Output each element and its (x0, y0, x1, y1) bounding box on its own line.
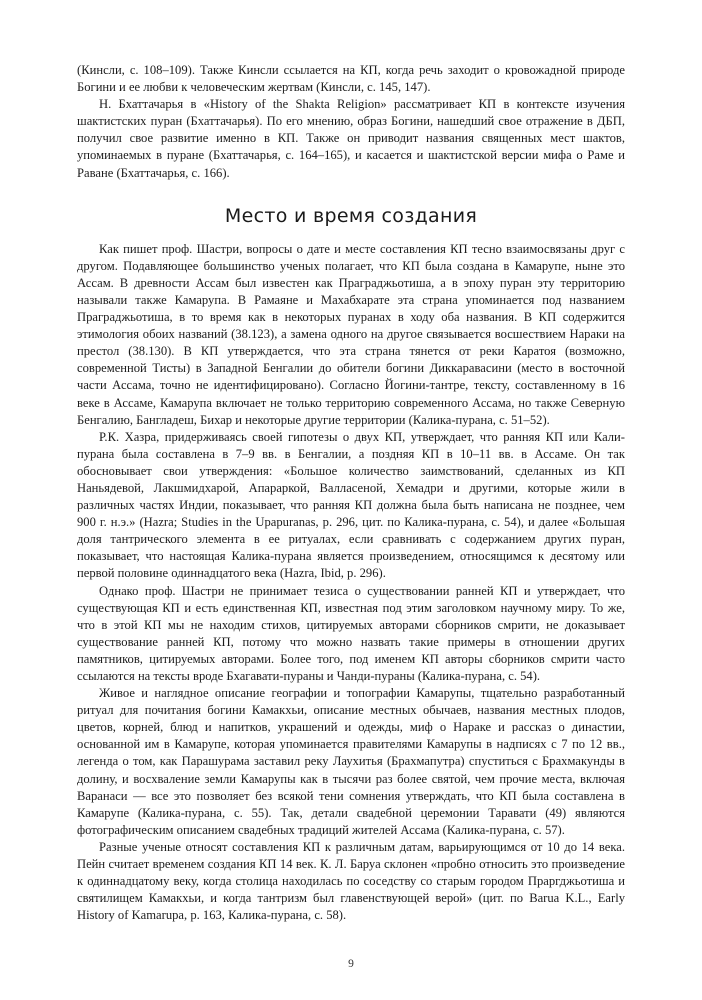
page-number: 9 (348, 958, 354, 970)
paragraph-kinsley-continuation: (Кинсли, с. 108–109). Также Кинсли ссылается на КП, когда речь заходит о кровожадной природе Богини и ее любви к человеческим жертвам (Кинсли, с. 145, 147). (77, 63, 625, 95)
paragraph-shastri-rejects: Однако проф. Шастри не принимает тезиса о существовании ранней КП и утверждает, что существующая КП и есть единственная КП, известная под этим заголовком научному миру. То же, что в этой КП мы не находим стихов, цитируемых авторами сборников смрити, не доказывает существование ранней КП, потому что можно назвать такие примеры в отношении других памятников, цитируемых авторами. Более того, под именем КП авторы сборников смрити часто ссылаются на тексты вроде Бхагавати-пураны и Чанди-пураны (Калика-пурана, с. 54). (77, 583, 625, 683)
section-heading: Место и время создания (224, 204, 478, 227)
paragraph-kamarupa-description: Живое и наглядное описание географии и топографии Камарупы, тщательно разработанный ритуал для почитания богини Камакхьи, описание местных обычаев, названия местных плодов, цветов, корней, блюд и напитков, украшений и одежды, миф о Нараке и рассказ о династии, основанной им в Камарупе, которая упоминается правителями Камарупы в надписях с 7 по 12 вв., легенда о том, как Парашурама заставил реку Лаухитья (Брахмапутра) спуститься с Брахмакунды в долину, и восхваление земли Камарупы как в тысячи раз более святой, чем прочие места, включая Варанаси — все это позволяет без всякой тени сомнения утверждать, что КП была составлена в Камарупе (Калика-пурана, с. 55). Так, детали свадебной церемонии Таравати (49) являются фотографическим описанием свадебных традиций жителей Ассама (Калика-пурана, с. 57). (77, 686, 625, 837)
paragraph-dating: Разные ученые относят составления КП к различным датам, варьирующимся от 10 до 14 века. Пейн считает временем создания КП 14 век. К. Л. Баруа склонен «пробно относить это произведение к одиннадцатому веку, когда столица находилась по соседству со старым городом Праргджьотиша и святилищем Камакхьи, и когда тантризм был главенствующей верой» (цит. по Barua K.L., Early History of Kamarupa, p. 163, Калика-пурана, с. 58). (77, 839, 625, 923)
paragraph-shastri-place: Как пишет проф. Шастри, вопросы о дате и месте составления КП тесно взаимосвязаны друг с другом. Подавляющее большинство ученых полагает, что КП была создана в Камарупе, ныне это Ассам. В древности Ассам был известен как Праграджьотиша, а в эпоху пуран эту территорию называли также Камарупа. В Рамаяне и Махабхарате эта страна упоминается под названием Праграджьотиша, в то время как в некоторых пуранах в ходу оба названия. В КП содержится этимология обоих названий (38.123), а замена одного на другое связывается восшествием Нараки на престол (38.130). В КП утверждается, что эта страна тянется от реки Каратоя (возможно, современной Тисты) в Западной Бенгалии до обители богини Диккаравасини (место в восточной части Ассама, точно не идентифицировано). Согласно Йогини-тантре, тексту, составленному в 16 веке в Ассаме, Камарупа включает не только территорию современного Ассама, но также Северную Бенгалию, Бангладеш, Бихар и некоторые другие территории (Калика-пурана, с. 51–52). (77, 241, 625, 427)
paragraph-bhattacharya: Н. Бхаттачарья в «History of the Shakta Religion» рассматривает КП в контексте изучения шактистских пуран (Бхаттачарья). По его мнению, образ Богини, нашедший свое отражение в ДБП, получил свое развитие именно в КП. Также он приводит названия священных мест шактов, упоминаемых в пуране (Бхаттачарья, с. 164–165), и касается и шактистской версии мифа о Раме и Раване (Бхаттачарья, с. 166). (77, 97, 625, 180)
paragraph-hazra: Р.К. Хазра, придерживаясь своей гипотезы о двух КП, утверждает, что ранняя КП или Кали-пурана была составлена в 7–9 вв. в Бенгалии, а поздняя КП в 10–11 вв. в Ассаме. Он так обосновывает свои утверждения: «Большое количество заимствований, сделанных из КП Наньядевой, Лакшмидхарой, Апараркой, Валласеной, Хемадри и другими, которые жили в различных частях Индии, показывает, что ранняя КП должна была быть написана не позднее, чем 900 г. н.э.» (Hazra; Studies in the Upapuranas, p. 296, цит. по Калика-пурана, с. 54), и далее «Большая доля тантрического элемента в ее ритуалах, если сравнивать с содержанием других пуран, показывает, что настоящая Калика-пурана является произведением, относящимся к десятому или первой половине одиннадцатого века (Hazra, Ibid, p. 296). (77, 429, 625, 581)
page-body (77, 62, 625, 924)
